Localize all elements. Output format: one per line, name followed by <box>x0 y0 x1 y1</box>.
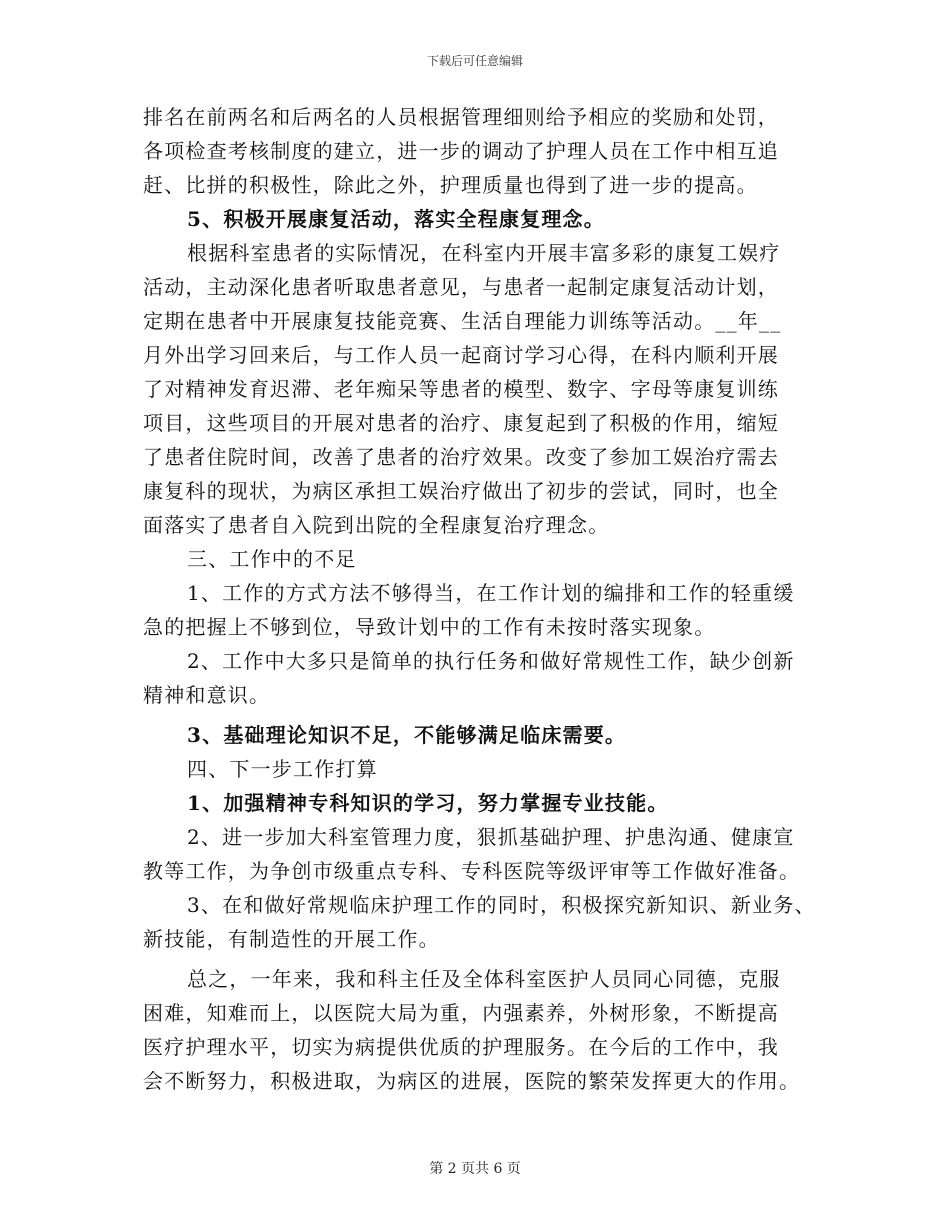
text-line: 教等工作，为争创市级重点专科、专科医院等级评审等工作做好准备。 <box>143 859 801 883</box>
heading-line: 5、积极开展康复活动，落实全程康复理念。 <box>187 207 605 231</box>
paragraph-continuation <box>143 100 823 202</box>
paragraph-plan-3 <box>143 888 823 956</box>
text-line: 新技能，有制造性的开展工作。 <box>143 927 440 951</box>
heading-line: 四、下一步工作打算 <box>187 757 378 781</box>
text-line: 了患者住院时间，改善了患者的治疗效果。改变了参加工娱治疗需去 <box>143 445 779 469</box>
text-line: 会不断努力，积极进取，为病区的进展，医院的繁荣发挥更大的作用。 <box>143 1069 801 1093</box>
heading-line: 三、工作中的不足 <box>187 547 357 571</box>
text-line: 2、工作中大多只是简单的执行任务和做好常规性工作，缺少创新 <box>187 649 795 673</box>
text-line: 项目，这些项目的开展对患者的治疗、康复起到了积极的作用，缩短 <box>143 411 779 435</box>
text-line: 总之，一年来，我和科主任及全体科室医护人员同心同德，克服 <box>187 967 781 991</box>
text-line: 3、在和做好常规临床护理工作的同时，积极探究新知识、新业务、 <box>187 893 816 917</box>
text-line: 精神和意识。 <box>143 683 271 707</box>
text-line: 2、进一步加大科室管理力度，狠抓基础护理、护患沟通、健康宣 <box>187 825 795 849</box>
section-heading-next-steps <box>143 752 823 786</box>
text-line: 根据科室患者的实际情况，在科室内开展丰富多彩的康复工娱疗 <box>187 241 781 265</box>
page-number: 第 2 页共 6 页 <box>429 1161 521 1177</box>
text-line: 排名在前两名和后两名的人员根据管理细则给予相应的奖励和处罚， <box>143 105 779 129</box>
text-line: 了对精神发育迟滞、老年痴呆等患者的模型、数字、字母等康复训练 <box>143 377 779 401</box>
text-line: 医疗护理水平，切实为病提供优质的护理服务。在今后的工作中，我 <box>143 1035 779 1059</box>
text-line: 困难，知难而上，以医院大局为重，内强素养，外树形象，不断提高 <box>143 1001 779 1025</box>
text-line: 定期在患者中开展康复技能竞赛、生活自理能力训练等活动。__年__ <box>143 309 782 333</box>
heading-line: 1、加强精神专科知识的学习，努力掌握专业技能。 <box>187 791 669 815</box>
paragraph-shortcoming-1 <box>143 576 823 644</box>
paragraph-shortcoming-3 <box>143 718 823 752</box>
text-line: 各项检查考核制度的建立，进一步的调动了护理人员在工作中相互追 <box>143 139 779 163</box>
paragraph-summary <box>143 962 823 1098</box>
text-line: 赶、比拼的积极性，除此之外，护理质量也得到了进一步的提高。 <box>143 173 758 197</box>
text-line: 面落实了患者自入院到出院的全程康复治疗理念。 <box>143 513 610 537</box>
paragraph-shortcoming-2 <box>143 644 823 712</box>
page-header: 下载后可任意编辑 <box>426 54 523 68</box>
heading-line: 3、基础理论知识不足，不能够满足临床需要。 <box>187 723 627 747</box>
text-line: 活动，主动深化患者听取患者意见，与患者一起制定康复活动计划， <box>143 275 779 299</box>
section-heading-rehab <box>143 202 823 236</box>
paragraph-rehab-activities <box>143 236 823 542</box>
paragraph-plan-1 <box>143 786 823 820</box>
document-body <box>143 100 823 1098</box>
text-line: 月外出学习回来后，与工作人员一起商讨学习心得，在科内顺利开展 <box>143 343 779 367</box>
paragraph-plan-2 <box>143 820 823 888</box>
text-line: 急的把握上不够到位，导致计划中的工作有未按时落实现象。 <box>143 615 716 639</box>
section-heading-shortcomings <box>143 542 823 576</box>
text-line: 1、工作的方式方法不够得当，在工作计划的编排和工作的轻重缓 <box>187 581 795 605</box>
text-line: 康复科的现状，为病区承担工娱治疗做出了初步的尝试，同时，也全 <box>143 479 779 503</box>
